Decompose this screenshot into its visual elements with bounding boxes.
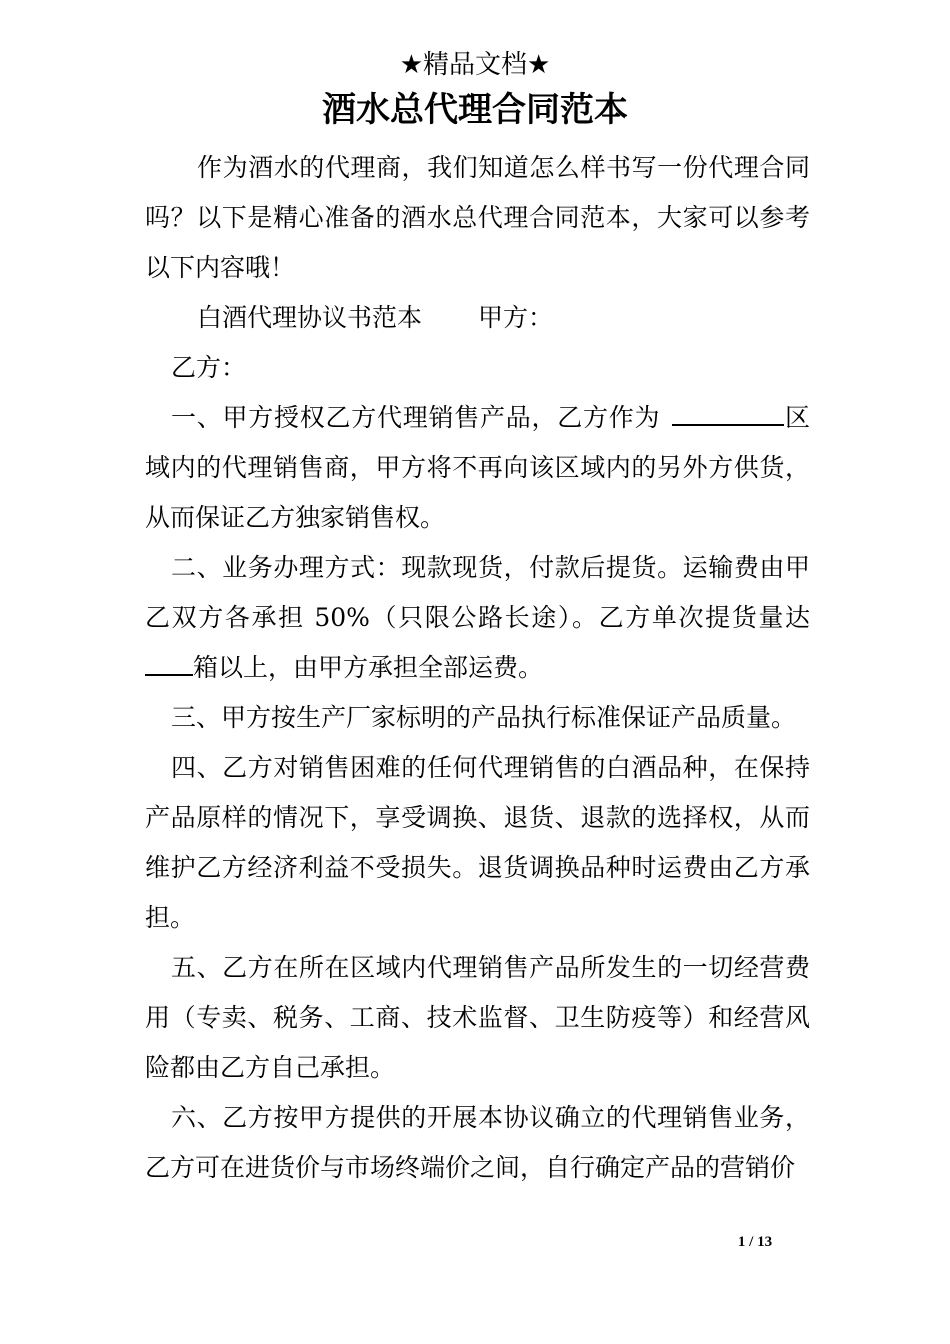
quantity-blank <box>145 650 193 676</box>
page-title: 酒水总代理合同范本 <box>322 90 628 130</box>
clause-2-text-end: 箱以上，由甲方承担全部运费。 <box>193 653 544 682</box>
clause-1-text-end: 区域内的代理销售商，甲方将不再向该区域内的另外方供货，从而保证乙方独家销售权。 <box>145 403 810 532</box>
clause-4: 四、乙方对销售困难的任何代理销售的白酒品种，在保持产品原样的情况下，享受调换、退货、退款的选择权，从而维护乙方经济利益不受损失。退货调换品种时运费由乙方承担。 <box>145 753 810 932</box>
party-b-label: 乙方： <box>171 353 247 382</box>
page-number: 1 / 13 <box>737 1234 773 1250</box>
clause-2-text-start: 二、业务办理方式：现款现货，付款后提货。运输费由甲乙双方各承担 50%（只限公路长途）。乙方单次提货量达 <box>145 553 810 632</box>
intro-paragraph: 作为酒水的代理商，我们知道怎么样书写一份代理合同吗？以下是精心准备的酒水总代理合同范本，大家可以参考以下内容哦！ <box>145 153 810 282</box>
subtitle-line <box>145 293 810 343</box>
document-body <box>145 143 810 1193</box>
clause-2 <box>145 543 810 693</box>
clause-6: 六、乙方按甲方提供的开展本协议确立的代理销售业务，乙方可在进货价与市场终端价之间，自行确定产品的营销价 <box>145 1103 810 1182</box>
header-mark: ★精品文档★ <box>399 50 551 80</box>
clause-3: 三、甲方按生产厂家标明的产品执行标准保证产品质量。 <box>171 703 797 732</box>
clause-1 <box>145 393 810 543</box>
clause-1-text-start: 一、甲方授权乙方代理销售产品，乙方作为 <box>171 403 661 432</box>
agreement-subtitle: 白酒代理协议书范本 <box>197 303 423 332</box>
party-a-label: 甲方： <box>478 303 554 332</box>
region-blank <box>672 400 784 426</box>
clause-5: 五、乙方在所在区域内代理销售产品所发生的一切经营费用（专卖、税务、工商、技术监督、卫生防疫等）和经营风险都由乙方自己承担。 <box>145 953 810 1082</box>
